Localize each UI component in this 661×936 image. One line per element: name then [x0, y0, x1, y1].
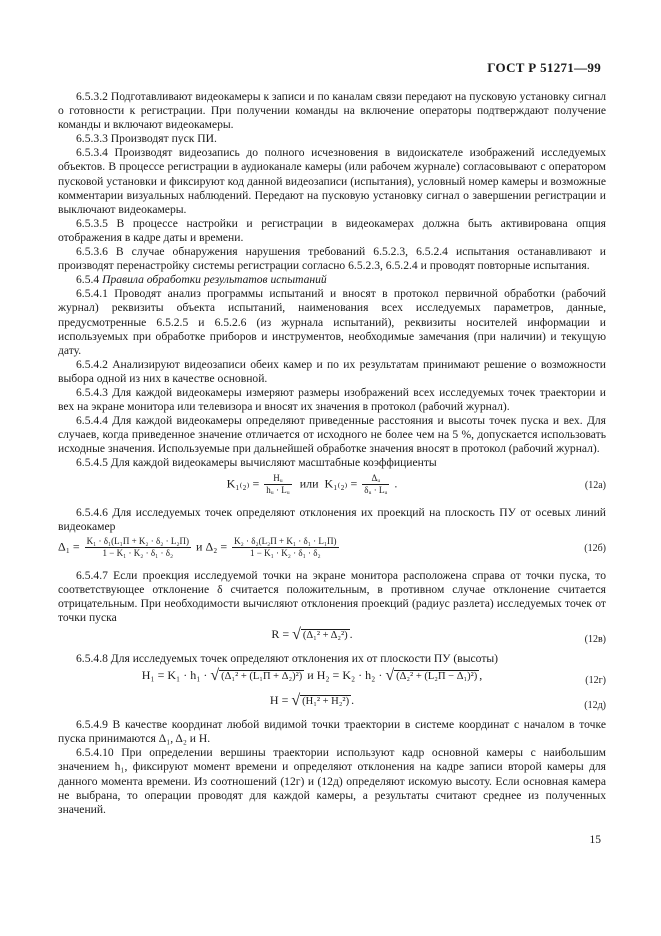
fraction [362, 473, 389, 496]
equation-12v [58, 627, 606, 649]
paragraph: 6.5.3.2 Подготавливают видеокамеры к записи и по каналам связи передают на пусковую установку сигнал о готовности к регистрации. При получении команды на включение операторы подтверждают получение команды и включают видеокамеры. [58, 90, 606, 132]
formula [58, 473, 566, 496]
radicand: (Δ₂² + (L₂П − Δ₁)²) [396, 671, 478, 683]
equation-12g [58, 668, 606, 690]
numerator: K₂ · δ₂(L₂П + K₁ · δ₁ · L₁П) [234, 535, 337, 546]
paragraph: 6.5.4.9 В качестве координат любой видимой точки траектории в системе координат с началом в точке пуска принимаются Δ₁, Δ₂ и H. [58, 718, 606, 746]
formula-separator: или [299, 475, 319, 490]
formula-separator: и Δ₂ = [196, 538, 228, 553]
formula [58, 627, 566, 643]
sqrt-icon: √ [210, 667, 220, 685]
document-body [58, 90, 606, 817]
formula-tail: . [351, 693, 355, 708]
radicand: (Δ₁² + Δ₂²) [302, 630, 348, 642]
denominator: δᵤ · Lᵤ [364, 484, 388, 495]
equation-12b [58, 536, 606, 566]
formula-lhs: H = [269, 693, 289, 708]
denominator: hᵤ · Lᵤ [266, 484, 290, 495]
equation-number: (12б) [584, 542, 606, 554]
fraction [232, 536, 338, 559]
section-title: Правила обработки результатов испытаний [102, 273, 327, 287]
paragraph: 6.5.3.4 Производят видеозапись до полного исчезновения в видоискателе изображений исследуемых объектов. В процессе регистрации в аудиоканале камеры (или рабочем журнале) согласовывают с оператором пусковой установки и фиксируют код данной видеозаписи (испытания), условный номер камеры и возможные комментарии визуальных наблюдений. Передают на пусковую установку сигнал о завершении регистрации и выключают видеокамеры. [58, 146, 606, 216]
numerator: K₁ · δ₁(L₁П + K₂ · δ₂ · L₂П) [86, 535, 190, 546]
sqrt-icon: √ [292, 626, 301, 644]
paragraph: 6.5.4.7 Если проекция исследуемой точки на экране монитора расположена справа от точки пуска, то соответствующее отклонение δ считается положительным, в противном случае отклонение считается отрицательным. При необходимости вычисляют отклонения проекций (радиус разлета) исследуемых точек от точки пуска [58, 568, 606, 624]
paragraph: 6.5.4.1 Проводят анализ программы испытаний и вносят в протокол первичной обработки (рабочий журнал) реквизиты объекта испытаний, наименования всех исследуемых параметров, данные, предусмотренные 6.5.2.5 и 6.5.2.6 (из журнала испытаний), реквизиты носителей информации и используемых при обработке приборов и инструментов, необходимые замечания (при наличии) и текущую дату. [58, 287, 606, 357]
denominator: 1 − K₁ · K₂ · δ₁ · δ₂ [102, 547, 174, 558]
formula [58, 536, 566, 559]
formula-tail: , [479, 668, 483, 683]
formula-tail: . [349, 627, 353, 642]
formula-lhs: H₁ = K₁ · h₁ · [141, 668, 208, 683]
equation-number: (12а) [584, 479, 606, 491]
page-header: ГОСТ Р 51271—99 [487, 60, 601, 75]
equation-number: (12г) [585, 675, 606, 687]
formula-lhs: K₁₍₂₎ = [324, 475, 358, 490]
paragraph: 6.5.4.8 Для исследуемых точек определяют отклонения их от плоскости ПУ (высоты) [76, 652, 499, 666]
equation-number: (12д) [584, 700, 606, 712]
numerator: Δᵤ [362, 473, 389, 485]
formula [58, 668, 566, 684]
page-number: 15 [589, 834, 601, 846]
denominator: 1 − K₁ · K₂ · δ₁ · δ₂ [250, 547, 321, 558]
equation-number: (12в) [584, 634, 606, 646]
paragraph: 6.5.4.4 Для каждой видеокамеры определяют приведенные расстояния и высоты точек пуска и вех. Для случаев, когда приведенное значение отличается от исходного не более чем на 5 %, допускается использовать исходные значения. Используемые при дальнейшей обработке значения вносят в протокол (рабочий журнал). [58, 414, 606, 456]
paragraph: 6.5.4.3 Для каждой видеокамеры измеряют размеры изображений всех исследуемых точек траектории и вех на экране монитора или телевизора и вносят их значения в протокол (рабочий журнал). [58, 385, 606, 414]
radicand: (H₁² + H₂²) [302, 696, 350, 708]
fraction [85, 536, 191, 559]
equation-12a [58, 473, 606, 503]
paragraph: 6.5.4.2 Анализируют видеозаписи обеих камер и по их результатам принимают решение о возможности выбора одной из них в качестве основной. [58, 357, 606, 385]
formula-lhs: R = [271, 627, 290, 642]
formula-separator: и H₂ = K₂ · h₂ · [307, 668, 383, 683]
paragraph: 6.5.4.5 Для каждой видеокамеры вычисляют масштабные коэффициенты [76, 456, 437, 470]
formula-lhs: K₁₍₂₎ = [226, 475, 260, 490]
paragraph: 6.5.3.5 В процессе настройки и регистрации в видеокамерах должна быть активирована опция отображения в кадре даты и времени. [58, 216, 606, 244]
equation-12d [58, 693, 606, 715]
formula-lhs: Δ₁ = [58, 538, 80, 553]
sqrt-icon: √ [291, 692, 301, 710]
fraction [264, 473, 291, 496]
sqrt-icon: √ [385, 667, 395, 685]
paragraph: 6.5.4.6 Для исследуемых точек определяют отклонения их проекций на плоскость ПУ от осевых линий видеокамер [58, 505, 606, 533]
numerator: Hᵤ [264, 473, 291, 485]
section-heading [58, 273, 606, 287]
formula [58, 693, 566, 709]
formula-tail: . [394, 475, 398, 490]
paragraph: 6.5.4.10 При определении вершины траектории используют кадр основной камеры с наибольшим значением h₁, фиксируют момент времени и определяют отклонения на кадре записи второй камеры для данного момента времени. Из соотношений (12г) и (12д) определяют искомую высоту. Если основная камера не выбрана, то операции проводят для каждой камеры, а результаты считают среднее из полученных значений. [58, 746, 606, 816]
radicand: (Δ₁² + (L₁П + Δ₂)²) [221, 671, 303, 683]
paragraph: 6.5.3.6 В случае обнаружения нарушения требований 6.5.2.3, 6.5.2.4 испытания останавливают и производят перенастройку системы регистрации согласно 6.5.2.3, 6.5.2.4 и проводят повторные испытания. [58, 245, 606, 273]
paragraph: 6.5.3.3 Производят пуск ПИ. [76, 132, 217, 146]
section-number: 6.5.4 [76, 273, 100, 287]
